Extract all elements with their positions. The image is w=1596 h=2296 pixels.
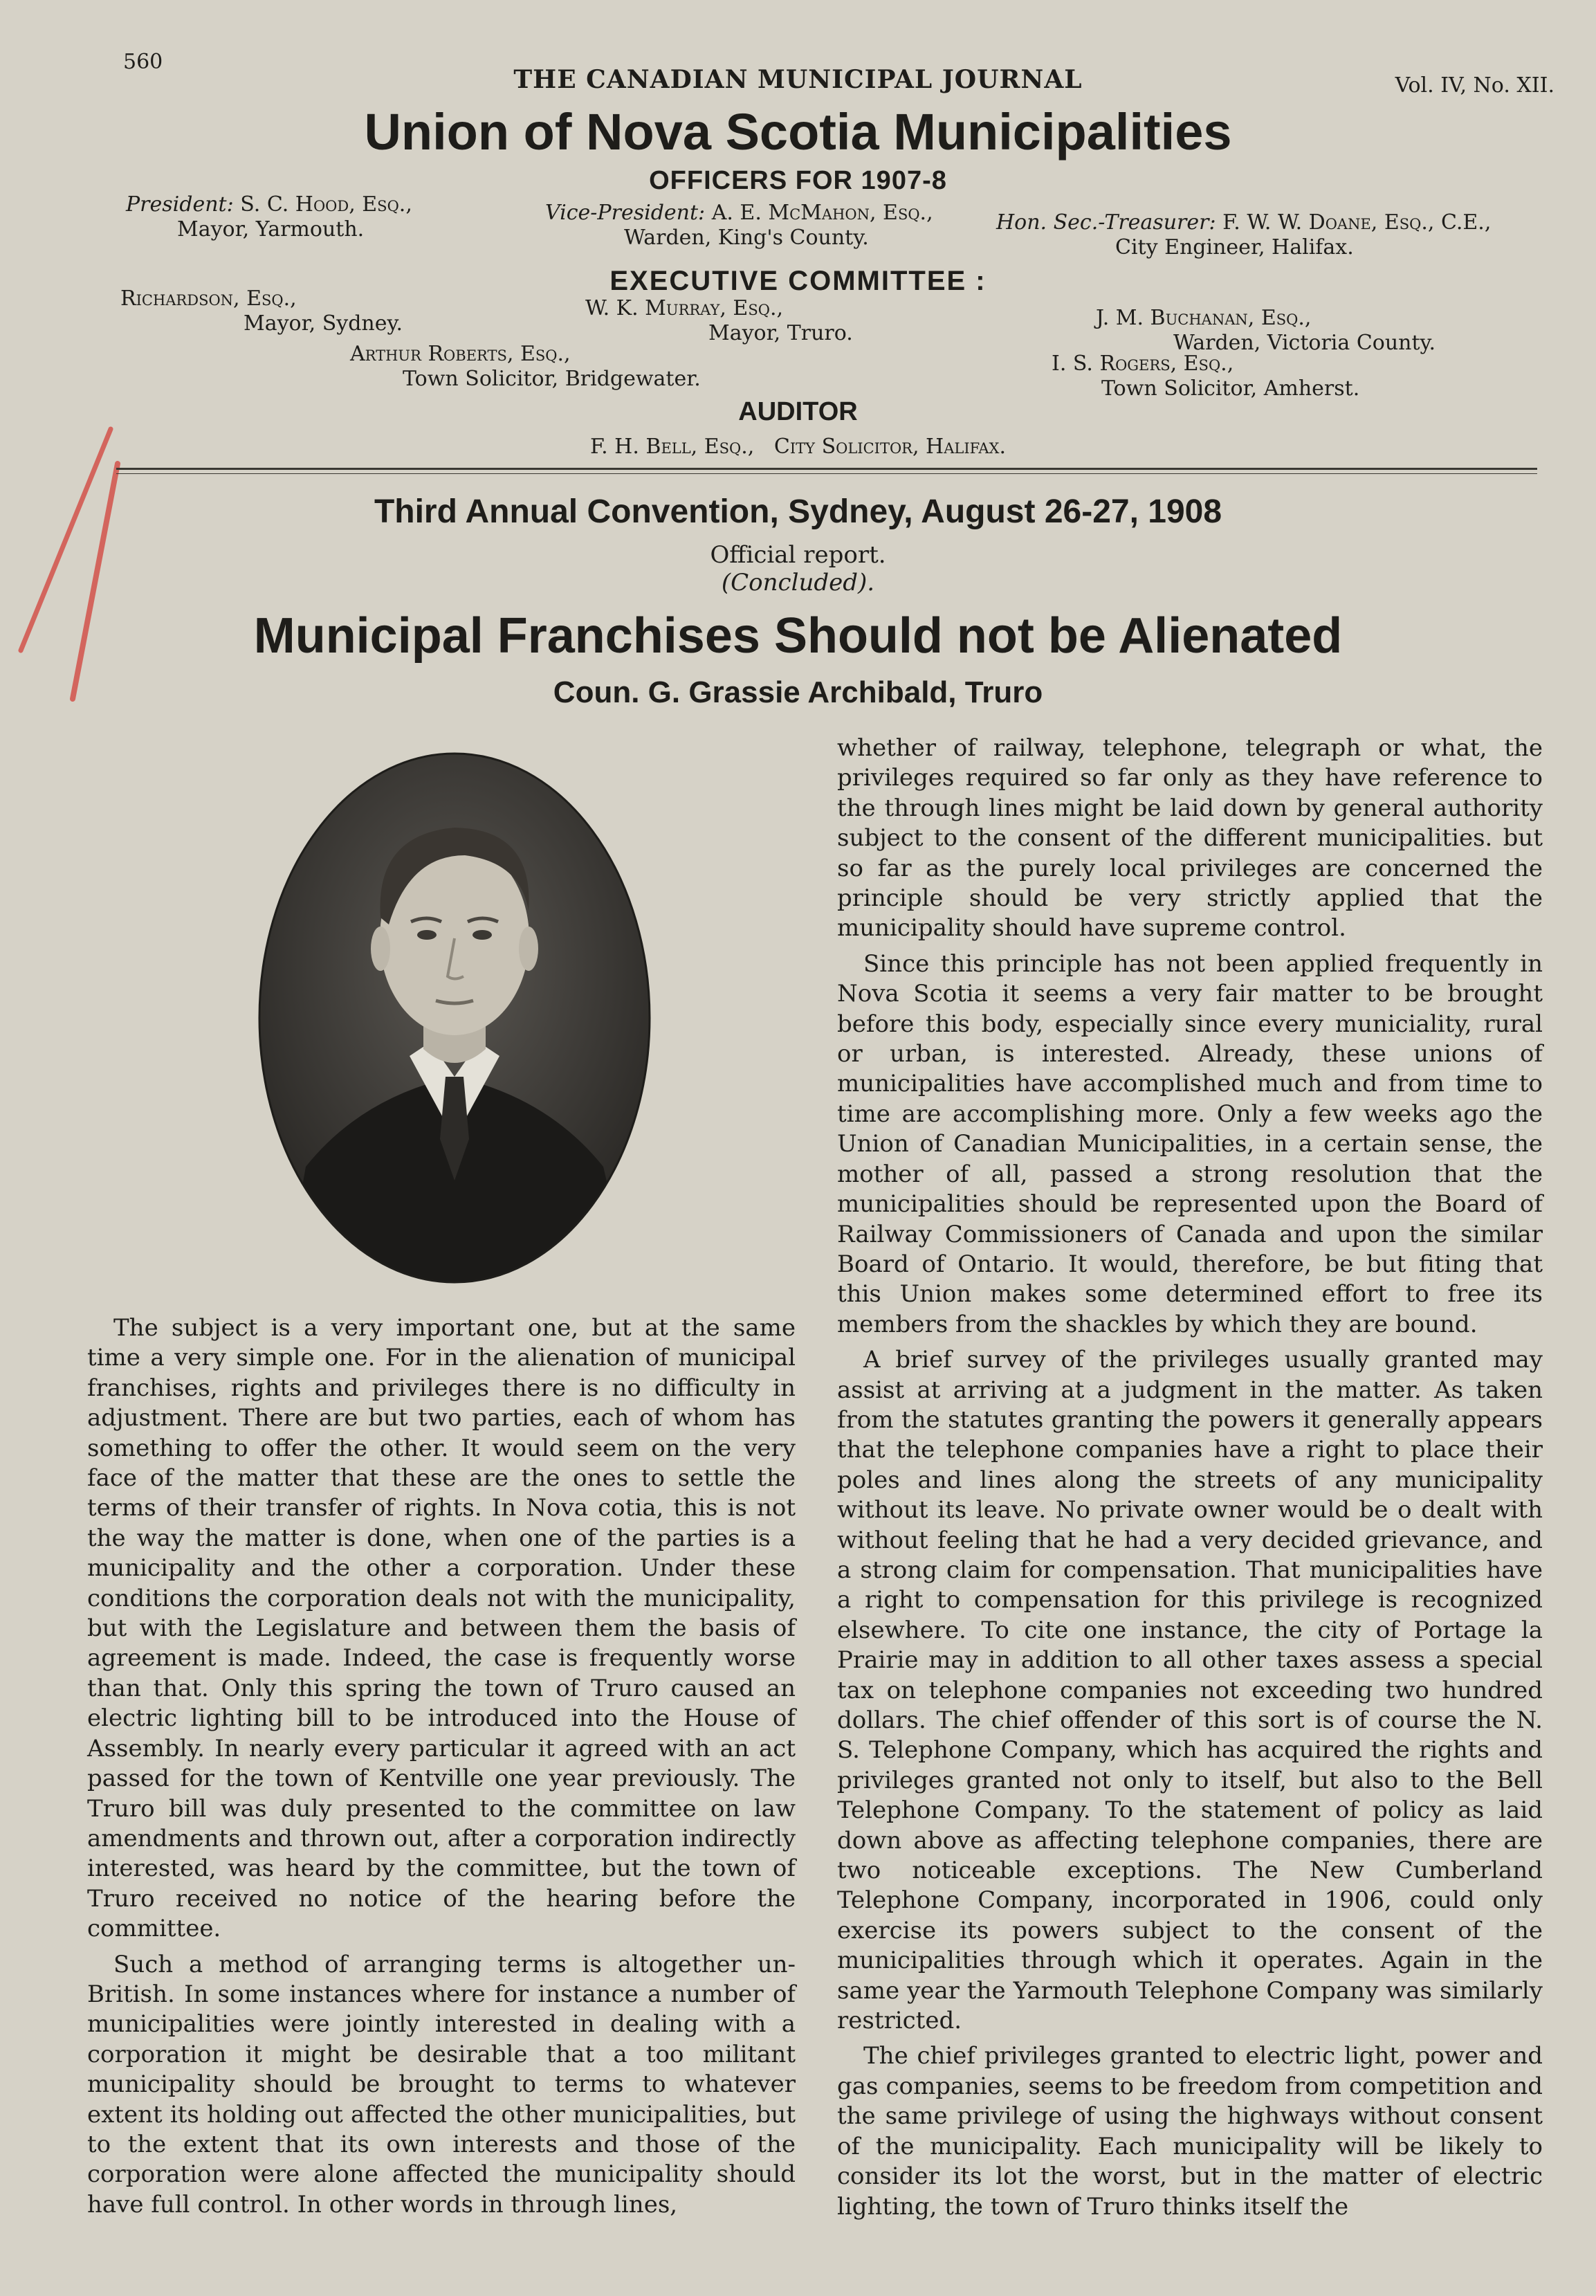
exec-member-name: Arthur Roberts, Esq., [350,342,571,366]
exec-member-title: Town Solicitor, Bridgewater. [403,367,701,391]
president-block [126,192,412,242]
article-paragraph: Since this principle has not been applied frequently in Nova Scotia it seems a very fair matter to be brought before this body, especially since every municiality, rural or urban, is interested. Already, these unions of municipalities have accomplished much and from time to time are accomplishing more. Only a few weeks ago the Union of Canadian Municipalities, in a certain sense, the mother of all, passed a strong resolution that the municipalities should be represented upon the Board of Railway Commissioners of Canada and upon the similar Board of Ontario. It would, therefore, be but fiting that this Union makes some determined effort to free its members from the shackles by which they are bound. [837,949,1543,1338]
president-title: Mayor, Yarmouth. [177,217,365,242]
vice-president-label: Vice-President: [545,201,706,225]
volume-number: Vol. IV, No. XII. [1395,73,1554,98]
auditor-line: F. H. Bell, Esq., City Solicitor, Halifax. [589,435,1007,459]
article-author: Coun. G. Grassie Archibald, Truro [553,675,1043,709]
exec-member-title: Mayor, Sydney. [244,311,403,336]
president-label: President: [126,192,234,217]
secretary-label: Hon. Sec.-Treasurer: [996,210,1216,235]
article-left-column [87,1313,796,2225]
exec-member-name: J. M. Buchanan, Esq., [1096,306,1312,330]
vice-president-title: Warden, King's County. [624,226,869,250]
article-title: Municipal Franchises Should not be Alienated [253,608,1343,664]
exec-member-title: Warden, Victoria County. [1173,331,1436,355]
exec-member-richardson [120,286,403,336]
auditor-heading: AUDITOR [738,397,858,426]
exec-member-rogers [1052,352,1359,401]
author-portrait [257,751,652,1284]
vice-president-name: A. E. McMahon, Esq., [711,201,933,225]
officers-heading: OFFICERS FOR 1907-8 [649,166,947,195]
president-name: S. C. Hood, Esq., [240,192,412,217]
exec-member-roberts [350,342,701,392]
divider-rule [116,468,1537,470]
article-paragraph: A brief survey of the privileges usually granted may assist at arriving at a judgment in the matter. As taken from the statutes granting the powers it generally appears that the telephone companies have a right to place their poles and lines along the streets of any municipality without its leave. No private owner would be o dealt with without feeling that he had a very decided grievance, and a strong claim for compensation. That municipalities have a right to compensation for this privilege is recognized elsewhere. To cite one instance, the city of Portage la Prairie may in addition to all other taxes assess a special tax on telephone companies not exceeding two hundred dollars. The chief offender of this sort is of course the N. S. Telephone Company, which has acquired the rights and privileges granted not only to itself, but also to the Bell Telephone Company. To the statement of policy as laid down above as affecting telephone companies, there are two noticeable exceptions. The New Cumberland Telephone Company, incorporated in 1906, could only exercise its powers subject to the consent of the municipalities through which it operates. Again in the same year the Yarmouth Telephone Company was similarly restricted. [837,1346,1543,2035]
executive-heading: EXECUTIVE COMMITTEE : [609,266,987,296]
exec-member-name: Richardson, Esq., [120,286,297,311]
union-title: Union of Nova Scotia Municipalities [364,103,1232,161]
secretary-name: F. W. W. Doane, Esq., C.E., [1222,210,1492,235]
journal-title: THE CANADIAN MUNICIPAL JOURNAL [513,65,1083,94]
article-paragraph: The subject is a very important one, but at the same time a very simple one. For in the alienation of municipal franchises, rights and privileges there is no difficulty in adjustment. There are but two parties, each of whom has something to offer the other. It would seem on the very face of the matter that these are the ones to settle the terms of their transfer of rights. In Nova cotia, this is not the way the matter is done, when one of the parties is a municipality and the other a corporation. Under these conditions the corporation deals not with the municipality, but with the Legislature and between them the basis of agreement is made. Indeed, the case is frequently worse than that. Only this spring the town of Truro caused an electric lighting bill to be introduced into the House of Assembly. In nearly every particular it agreed with an act passed for the town of Kentville one year previously. The Truro bill was duly presented to the committee on law amendments and thrown out, after a corporation indirectly interested, was heard by the committee, but the town of Truro received no notice of the hearing before the committee. [87,1314,796,1943]
secretary-title: City Engineer, Halifax. [1115,235,1354,259]
divider-rule-thin [116,473,1537,474]
article-paragraph: whether of railway, telephone, telegraph or what, the privileges required so far only as they have reference to the through lines might be laid down by general authority subject to the consent of the different municipalities. but so far as the purely local privileges are concerned the principle should be very strictly applied that the municipality should have supreme control. [837,734,1543,942]
page-number: 560 [123,50,163,74]
vice-president-block [545,201,933,250]
concluded-note: (Concluded). [721,569,875,596]
exec-member-name: W. K. Murray, Esq., [585,296,784,320]
official-report-note: Official report. [710,541,886,569]
exec-member-name: I. S. Rogers, Esq., [1052,352,1234,376]
secretary-block [996,210,1491,260]
exec-member-title: Town Solicitor, Amherst. [1101,376,1360,401]
exec-member-title: Mayor, Truro. [708,321,853,345]
article-paragraph: The chief privileges granted to electric light, power and gas companies, seems to be freedom from competition and the same privilege of using the highways without consent of the municipality. Each municipality will be likely to consider its lot the worst, but in the matter of electric lighting, the town of Truro thinks itself the [837,2042,1543,2221]
article-right-column [837,734,1543,2227]
article-paragraph: Such a method of arranging terms is altogether un-British. In some instances where for instance a number of municipalities were jointly interested in dealing with a corporation it might be desirable that a too militant municipality should be brought to terms to whatever extent its holding out affected the other municipalities, but to the extent that its own interests and those of the corporation were alone affected the municipality should have full control. In other words in through lines, [87,1950,796,2218]
exec-member-buchanan [1096,306,1436,356]
convention-title: Third Annual Convention, Sydney, August 26-27, 1908 [374,493,1222,530]
exec-member-murray [585,296,853,346]
